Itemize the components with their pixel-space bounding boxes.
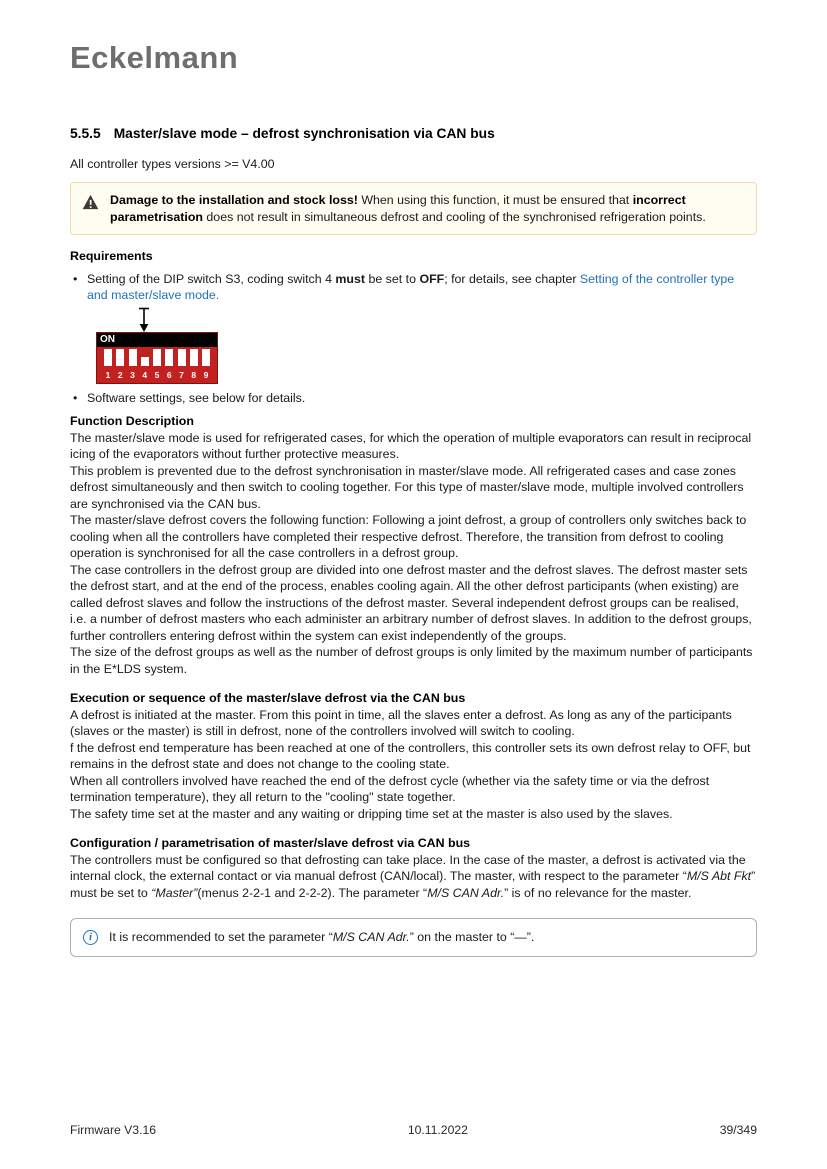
warning-text	[110, 192, 744, 225]
info-text	[109, 929, 534, 946]
bullet-seg: Setting of the DIP switch S3, coding switch 4	[87, 271, 336, 286]
warning-bold-2: incorrect parametrisation	[110, 193, 686, 224]
requirements-heading: Requirements	[70, 249, 153, 263]
dip-switch-5	[153, 349, 161, 366]
dip-switch-graphic	[96, 332, 218, 384]
bullet-marker: •	[73, 390, 78, 405]
config-seg: ” is of no relevance for the master.	[504, 885, 692, 900]
requirements-bullet-dip-text	[87, 271, 757, 304]
dip-switch-8	[190, 349, 198, 366]
bullet-bold-must: must	[335, 271, 366, 286]
execution-heading: Execution or sequence of the master/slave defrost via the CAN bus	[70, 691, 466, 705]
dip-switch-4	[141, 357, 149, 366]
paragraph: The master/slave mode is used for refrigerated cases, for which the operation of multiple evaporators can result in reciprocal icing of the evaporators without further protective measures.	[70, 430, 752, 461]
chapter-link[interactable]: Setting of the controller type and master/slave mode.	[87, 271, 735, 302]
dip-switch-3	[129, 349, 137, 366]
config-param-abt-fkt: M/S Abt Fkt	[686, 869, 752, 883]
paragraph: This problem is prevented due to the defrost synchronisation in master/slave mode. All refrigerated cases and case zones defrost simultaneously and then switch to cooling together. For this type of master/slave mode, multiple involved controllers are synchronised via the CAN bus.	[70, 463, 744, 511]
dip-number-5: 5	[154, 369, 160, 380]
section-title-text: Master/slave mode – defrost synchronisation via CAN bus	[113, 126, 495, 141]
info-param-can-adr: M/S CAN Adr.	[332, 930, 410, 944]
warning-box	[70, 182, 757, 235]
config-seg: ” must be set to	[70, 869, 756, 900]
dip-number-8: 8	[191, 369, 197, 380]
bullet-seg: ; for details, see chapter	[444, 271, 580, 286]
bullet-marker: •	[73, 271, 78, 286]
dip-switch-6	[165, 349, 173, 366]
warning-bold-1: Damage to the installation and stock loss!	[110, 193, 358, 207]
paragraph: f the defrost end temperature has been reached at one of the controllers, this controller sets its own defrost relay to OFF, but remains in the defrost state and does not change to the cooling state.	[70, 740, 751, 771]
dip-number-6: 6	[166, 369, 172, 380]
paragraph: The safety time set at the master and any waiting or dripping time set at the master is also used by the slaves.	[70, 806, 673, 821]
info-box	[70, 918, 757, 957]
configuration-heading: Configuration / parametrisation of master/slave defrost via CAN bus	[70, 836, 471, 850]
dip-switch-9	[202, 349, 210, 366]
dip-switch-2	[116, 349, 124, 366]
footer-page-number: 39/349	[719, 1123, 757, 1137]
eckelmann-logo: Eckelmann	[70, 40, 239, 75]
footer-date: 10.11.2022	[407, 1123, 468, 1137]
paragraph: A defrost is initiated at the master. From this point in time, all the slaves enter a defrost. As long as any of the participants (slaves or the master) is still in defrost, none of the controllers involved will switch to cooling.	[70, 707, 732, 738]
footer-firmware: Firmware V3.16	[70, 1123, 157, 1137]
paragraph: The size of the defrost groups as well as the number of defrost groups is only limited by the maximum number of participants in the E*LDS system.	[70, 645, 753, 676]
dip-switch-7	[178, 349, 186, 366]
dip-number-9: 9	[203, 369, 209, 380]
config-seg: (menus 2-2-1 and 2-2-2). The parameter “	[197, 885, 428, 900]
function-description-body	[70, 430, 757, 678]
warning-seg-2: does not result in simultaneous defrost and cooling of the synchronised refrigeration points.	[202, 209, 706, 224]
config-value-master: “Master”	[151, 885, 198, 900]
config-param-can-adr: M/S CAN Adr.	[427, 885, 505, 900]
info-seg: ” on the master to “—”.	[409, 930, 535, 944]
warning-seg-1: When using this function, it must be ensured that	[357, 193, 633, 207]
dip-number-1: 1	[105, 369, 111, 380]
bullet-seg: be set to	[365, 271, 420, 286]
intro-line: All controller types versions >= V4.00	[70, 157, 275, 171]
dip-switch-figure	[96, 307, 220, 384]
section-number: 5.5.5	[70, 126, 101, 141]
execution-body	[70, 707, 757, 823]
page-footer	[70, 1123, 757, 1137]
down-arrow-icon	[137, 307, 151, 332]
requirements-bullet-software-text: Software settings, see below for details.	[87, 390, 306, 405]
dip-number-4: 4	[142, 369, 148, 380]
dip-switch-row	[97, 347, 217, 370]
paragraph: When all controllers involved have reached the end of the defrost cycle (whether via the safety time or via the defrost termination temperature), they all return to the "cooling" state together.	[70, 773, 710, 804]
info-seg: It is recommended to set the parameter “	[109, 930, 333, 944]
dip-switch-1	[104, 349, 112, 366]
section-title	[70, 126, 757, 141]
dip-switch-numbers	[97, 370, 217, 381]
requirements-bullet-dip	[70, 271, 757, 304]
info-circle-icon: i	[83, 930, 98, 945]
dip-on-label: ON	[97, 333, 217, 347]
requirements-bullet-software	[70, 390, 757, 407]
function-description-heading: Function Description	[70, 414, 194, 428]
paragraph: The master/slave defrost covers the following function: Following a joint defrost, a group of controllers only switches back to cooling when all the controllers have completed their respective defrost. Therefore, the transition from defrost to cooling operation is synchronised for all the case controllers in a defrost group.	[70, 513, 747, 560]
dip-number-3: 3	[130, 369, 135, 380]
dip-number-2: 2	[117, 369, 123, 380]
warning-triangle-icon	[82, 194, 99, 225]
config-seg: The controllers must be configured so that defrosting can take place. In the case of the master, a defrost is activated via the internal clock, the external contact or via manual defrost (CAN/local). The master, with respect to the parameter “	[70, 852, 746, 883]
paragraph: The case controllers in the defrost group are divided into one defrost master and the defrost slaves. The defrost master sets the defrost start, and at the end of the process, enables cooling again. All the other defrost participants (when existing) are called defrost slaves and follow the instructions of the defrost master. Several independent defrost groups can be realised, i.e. a number of defrost masters who each administer an arbitrary number of defrost slaves. In addition to the defrost groups, further controllers entering defrost within the system can exist independently of the groups.	[70, 562, 752, 643]
dip-number-7: 7	[179, 369, 184, 380]
bullet-bold-off: OFF	[419, 271, 445, 286]
configuration-paragraph	[70, 852, 757, 902]
